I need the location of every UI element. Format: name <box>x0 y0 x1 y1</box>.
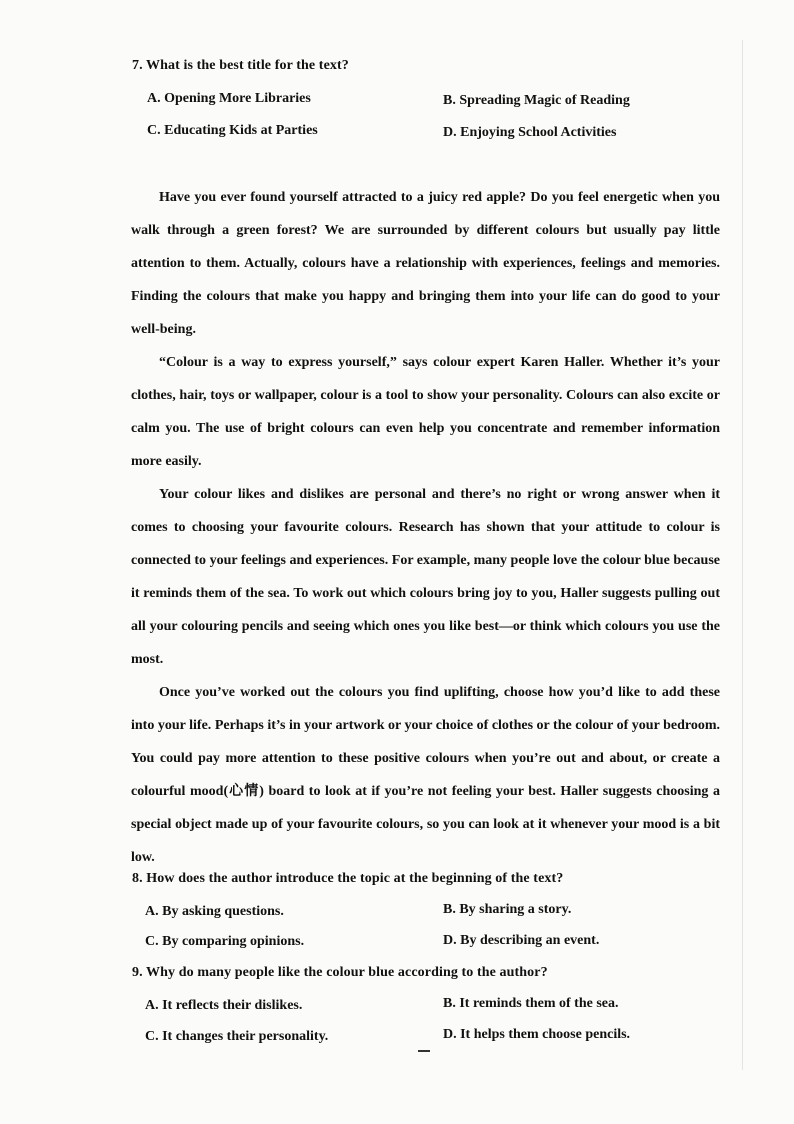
scan-edge-line <box>742 40 743 1070</box>
q7-option-b: B. Spreading Magic of Reading <box>443 93 630 108</box>
q8-option-a: A. By asking questions. <box>145 904 284 919</box>
question-8: 8. How does the author introduce the topic at the beginning of the text? <box>132 871 564 886</box>
question-7: 7. What is the best title for the text? <box>132 58 349 73</box>
passage-paragraph-4: Once you’ve worked out the colours you find uplifting, choose how you’d like to add these into your life. Perhaps it’s in your artwork or your choice of clothes or the colour of your bedroom. You could pay more attention to these positive colours when you’re out and about, or create a colourful mood(心情) board to look at if you’re not feeling your best. Haller suggests choosing a special object made up of your favourite colours, so you can look at it whenever your mood is a bit low. <box>131 685 720 865</box>
q9-option-d: D. It helps them choose pencils. <box>443 1027 631 1042</box>
reading-passage <box>131 181 720 874</box>
q8-option-c: C. By comparing opinions. <box>145 934 305 949</box>
passage-paragraph-3: Your colour likes and dislikes are personal and there’s no right or wrong answer when it comes to choosing your favourite colours. Research has shown that your attitude to colour is connected to your feelings and experiences. For example, many people love the colour blue because it reminds them of the sea. To work out which colours bring joy to you, Haller suggests pulling out all your colouring pencils and seeing which ones you like best—or think which colours you use the most. <box>131 487 720 667</box>
question-9: 9. Why do many people like the colour blue according to the author? <box>132 965 548 980</box>
q8-option-b: B. By sharing a story. <box>443 902 572 917</box>
passage-paragraph-2: “Colour is a way to express yourself,” says colour expert Karen Haller. Whether it’s your clothes, hair, toys or wallpaper, colour is a tool to show your personality. Colours can also excite or calm you. The use of bright colours can even help you concentrate and remember information more easily. <box>131 355 720 469</box>
q8-option-d: D. By describing an event. <box>443 933 600 948</box>
q9-option-a: A. It reflects their dislikes. <box>145 998 303 1013</box>
q7-option-a: A. Opening More Libraries <box>147 91 311 106</box>
q9-option-c: C. It changes their personality. <box>145 1029 329 1044</box>
passage-paragraph-1: Have you ever found yourself attracted to a juicy red apple? Do you feel energetic when you walk through a green forest? We are surrounded by different colours but usually pay little attention to them. Actually, colours have a relationship with experiences, feelings and memories. Finding the colours that make you happy and bringing them into your life can do good to your well-being. <box>131 190 720 337</box>
q7-option-d: D. Enjoying School Activities <box>443 125 617 140</box>
q7-option-c: C. Educating Kids at Parties <box>147 123 318 138</box>
q9-option-b: B. It reminds them of the sea. <box>443 996 619 1011</box>
page-mark <box>418 1050 430 1052</box>
